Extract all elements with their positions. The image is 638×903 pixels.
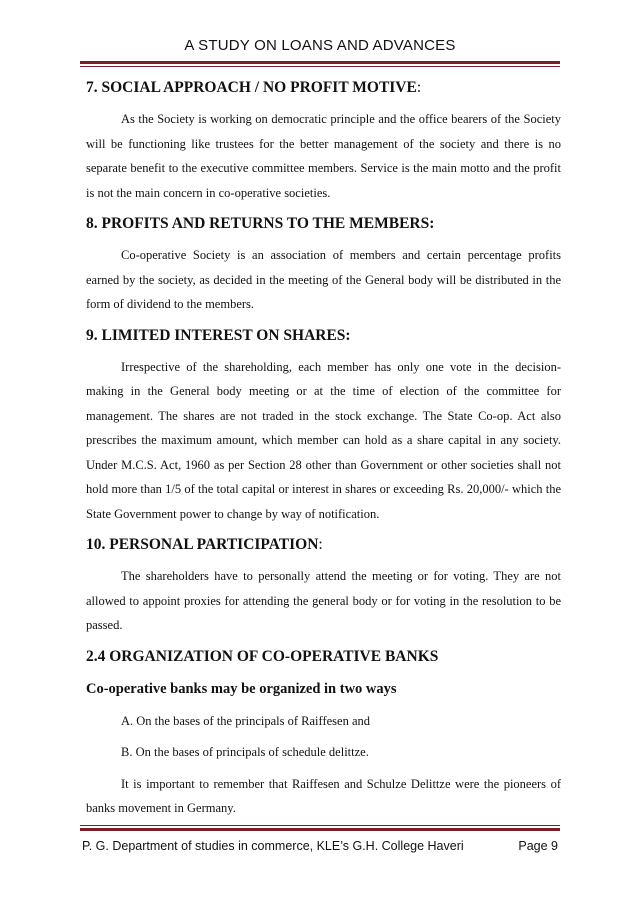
spacer — [86, 702, 561, 709]
spacer — [86, 348, 561, 355]
spacer — [86, 669, 561, 676]
section-heading-9: 9. LIMITED INTEREST ON SHARES: — [86, 326, 351, 344]
page-header: A STUDY ON LOANS AND ADVANCES — [184, 37, 456, 54]
header-rule-thick — [80, 61, 560, 64]
section-heading-10 — [86, 533, 561, 557]
organization-closing: It is important to remember that Raiffesen and Schulze Delittze were the pioneers of banks movement in Germany. — [86, 776, 561, 815]
heading-colon: : — [416, 79, 422, 96]
organization-item-b: B. On the bases of principals of schedule delittze. — [121, 745, 369, 759]
footer-rule-thin — [80, 825, 560, 826]
spacer — [86, 526, 561, 533]
page-number: Page 9 — [518, 839, 558, 853]
footer-department: P. G. Department of studies in commerce, KLE’s G.H. College Haveri — [82, 839, 464, 853]
section-paragraph-9: Irrespective of the shareholding, each member has only one vote in the decision-making in the General body meeting or at the time of election of the committee for management. The shares are not traded in the stock exchange. The State Co-op. Act also prescribes the maximum amount, which member can hold as a share capital in any society. Under M.C.S. Act, 1960 as per Section 28 other than Government or other societies shall not hold more than 1/5 of the total capital or interest in shares or exceeding Rs. 20,000/- which the State Government power to change by way of notification. — [86, 359, 561, 521]
spacer — [86, 765, 561, 772]
heading-text: 7. SOCIAL APPROACH / NO PROFIT MOTIVE — [86, 79, 417, 96]
organization-heading: 2.4 ORGANIZATION OF CO-OPERATIVE BANKS — [86, 647, 439, 665]
spacer — [86, 205, 561, 212]
section-paragraph-7: As the Society is working on democratic principle and the office bearers of the Society will be functioning like trustees for the better management of the society and there is no separate benefit to the executive committee members. Service is the main motto and the profit is not the main concern in co-operative societies. — [86, 112, 561, 200]
section-heading-7 — [86, 76, 561, 100]
spacer — [86, 236, 561, 243]
header-rule-thin — [80, 66, 560, 67]
spacer — [86, 638, 561, 645]
section-heading-8: 8. PROFITS AND RETURNS TO THE MEMBERS: — [86, 215, 435, 232]
spacer — [86, 733, 561, 740]
page-content — [86, 76, 561, 821]
section-paragraph-10: The shareholders have to personally attend the meeting or for voting. They are not allowed to appoint proxies for attending the general body or for voting in the resolution to be passed. — [86, 569, 561, 632]
section-paragraph-8: Co-operative Society is an association of members and certain percentage profits earned by the society, as decided in the meeting of the General body will be distributed in the form of dividend to the members. — [86, 248, 561, 311]
heading-colon: : — [318, 536, 323, 553]
organization-subheading: Co-operative banks may be organized in two ways — [86, 680, 397, 697]
heading-text: 10. PERSONAL PARTICIPATION — [86, 536, 319, 553]
spacer — [86, 557, 561, 564]
footer-rule-thick — [80, 828, 560, 831]
organization-item-a: A. On the bases of the principals of Raiffesen and — [121, 713, 371, 728]
spacer — [86, 100, 561, 107]
spacer — [86, 317, 561, 324]
